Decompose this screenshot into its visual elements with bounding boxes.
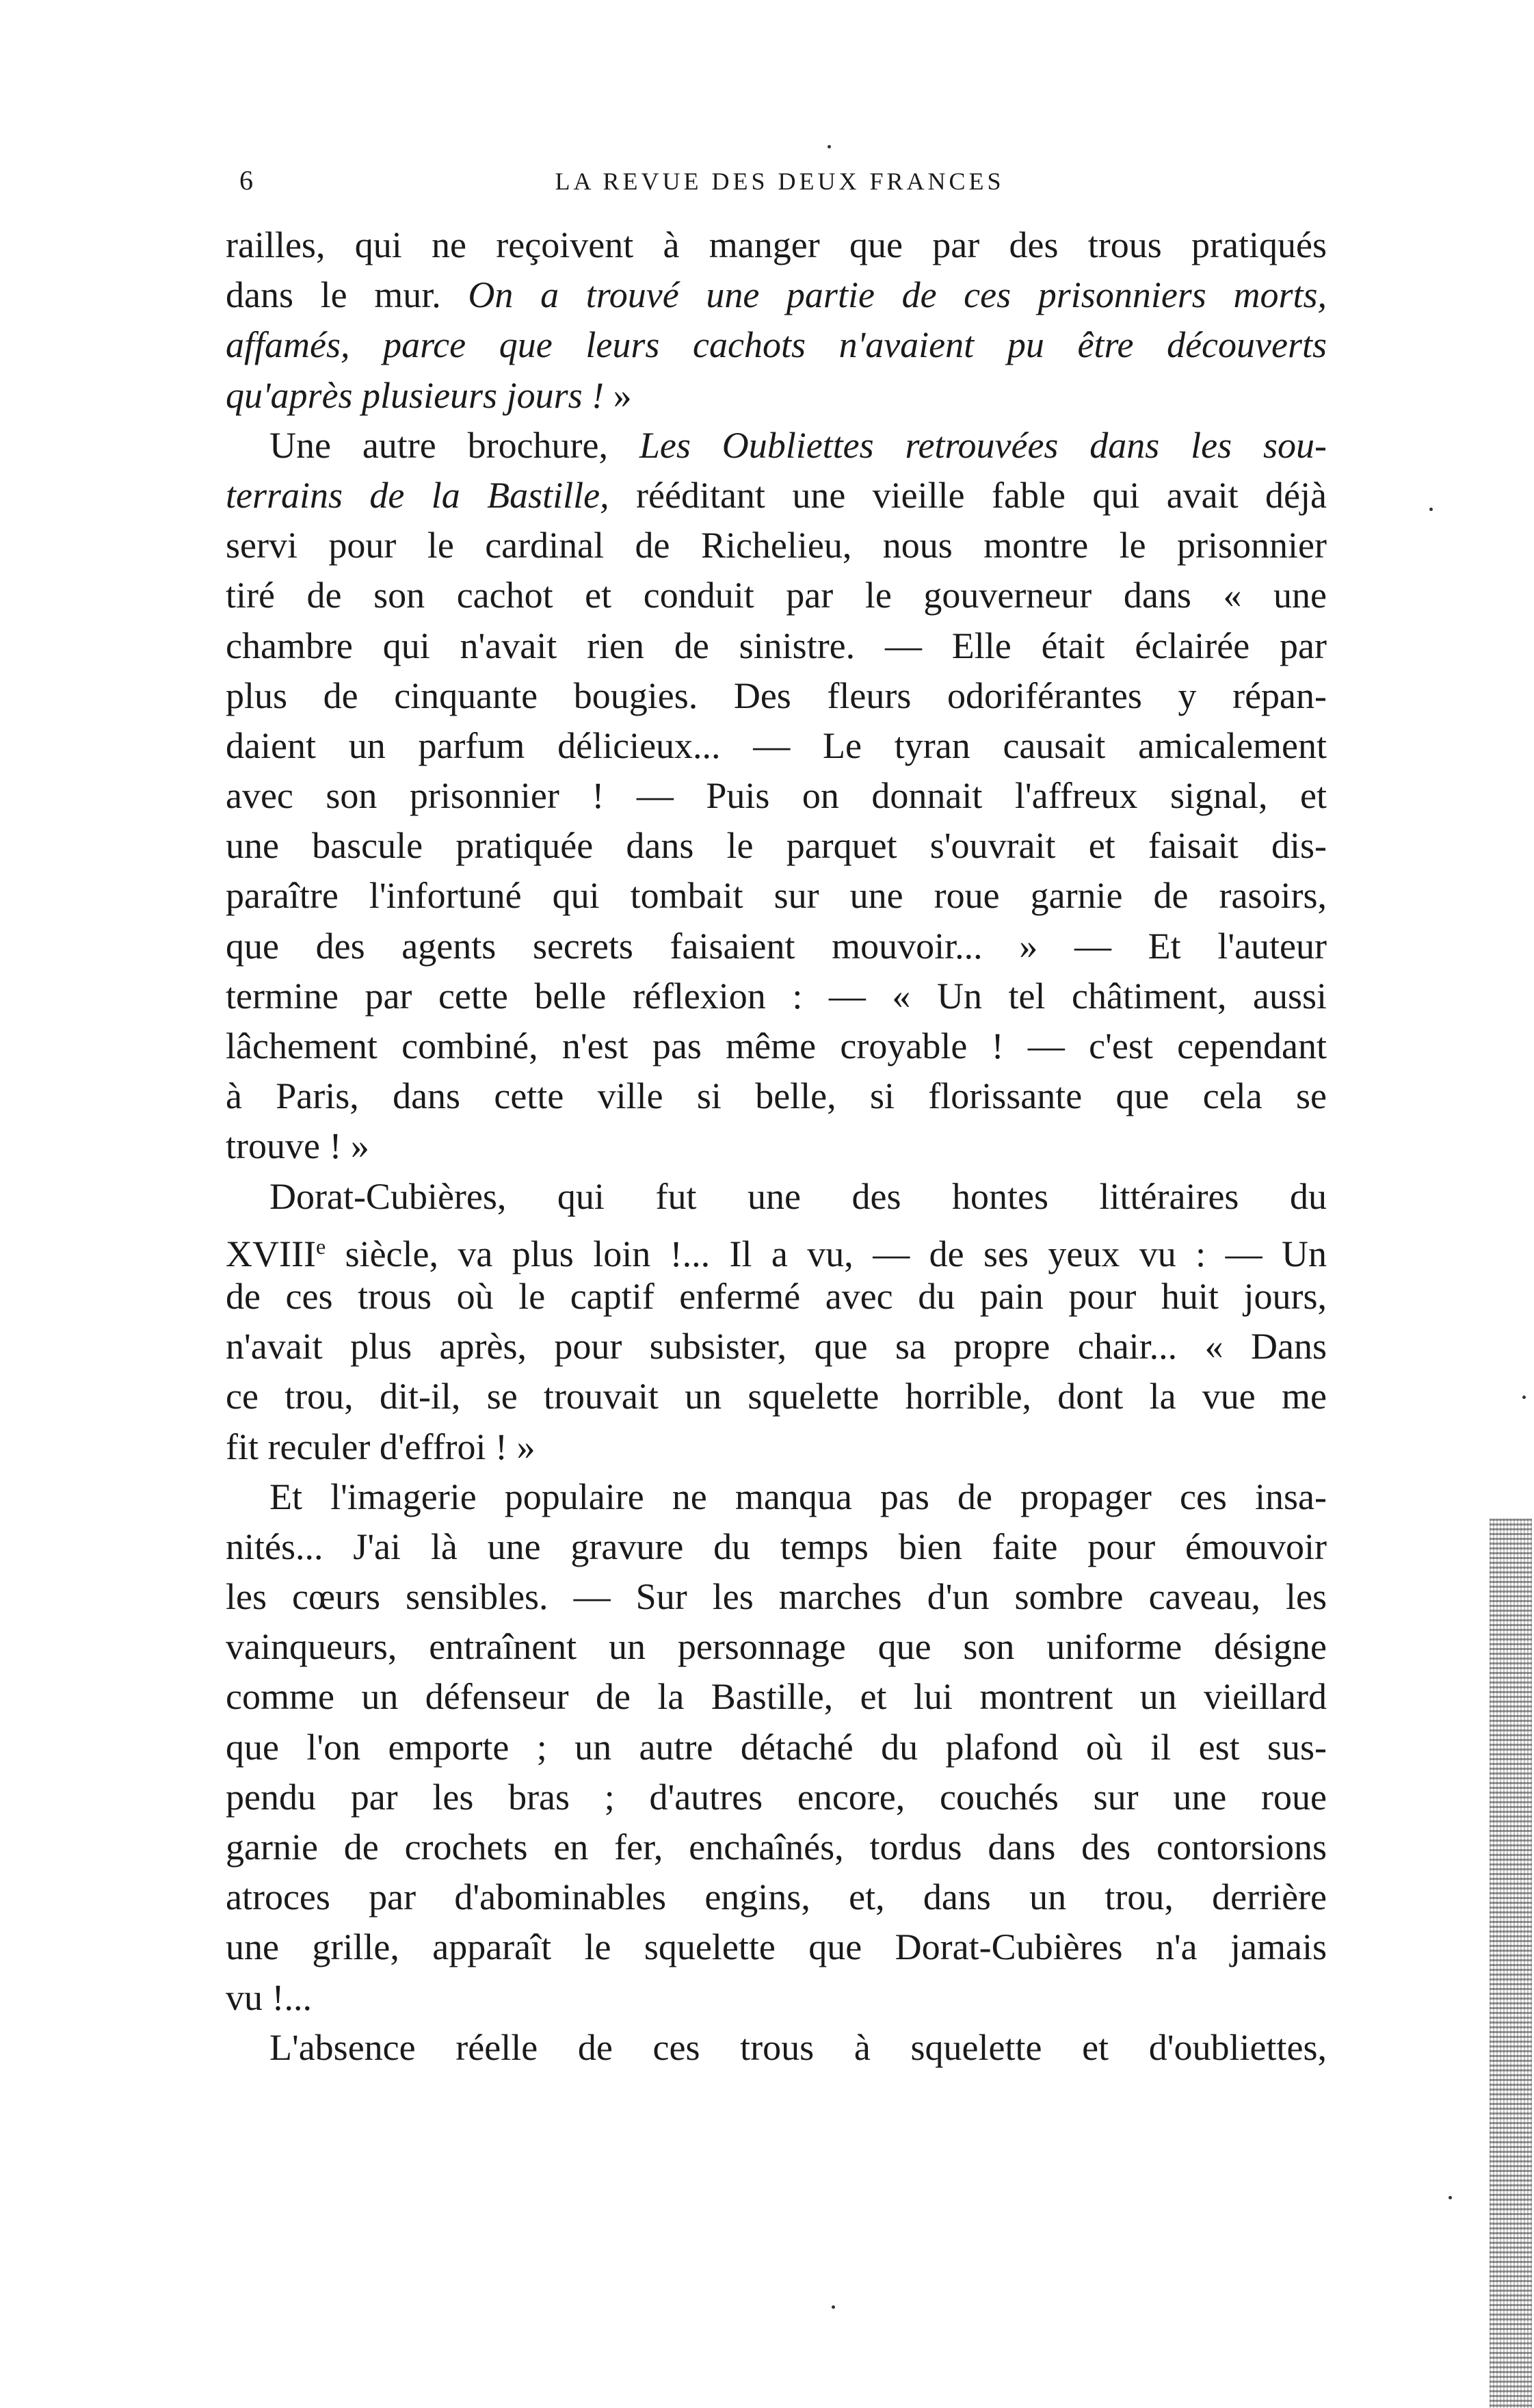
text-segment: e <box>315 1233 326 1259</box>
body-text <box>226 220 1327 2073</box>
text-line <box>226 571 1327 620</box>
scan-speck <box>828 145 831 148</box>
scan-edge-strip <box>1490 1519 1532 2408</box>
text-segment: tiré de son cachot et conduit par le gouverneur dans « une <box>226 575 1327 616</box>
text-line <box>226 1322 1327 1372</box>
text-segment: que l'on emporte ; un autre détaché du plafond où il est sus- <box>226 1726 1327 1768</box>
text-segment: rééditant une vieille fable qui avait déjà <box>609 474 1327 516</box>
text-segment: une bascule pratiquée dans le parquet s'ouvrait et faisait dis- <box>226 825 1327 867</box>
text-segment: ce trou, dit-il, se trouvait un squelette horrible, dont la vue me <box>226 1376 1327 1417</box>
text-segment: lâchement combiné, n'est pas même croyable ! — c'est cependant <box>226 1025 1327 1066</box>
text-line <box>226 1572 1327 1622</box>
text-segment: trouve ! » <box>226 1125 369 1167</box>
text-line <box>226 1172 1327 1222</box>
text-line <box>226 721 1327 771</box>
text-segment: n'avait plus après, pour subsister, que sa propre chair... « Dans <box>226 1326 1327 1367</box>
text-segment: une grille, apparaît le squelette que Dorat-Cubières n'a jamais <box>226 1926 1327 1968</box>
italic-text: terrains de la Bastille, <box>226 474 609 516</box>
text-line <box>226 1472 1327 1522</box>
scan-speck <box>832 2305 835 2309</box>
text-line <box>226 421 1327 471</box>
text-line <box>226 771 1327 821</box>
text-line <box>226 1922 1327 1972</box>
italic-text: affamés, parce que leurs cachots n'avaient pu être découverts <box>226 324 1327 366</box>
text-line <box>226 1822 1327 1872</box>
text-segment: railles, qui ne reçoivent à manger que par des trous pratiqués <box>226 224 1327 265</box>
italic-text: qu'après plusieurs jours ! <box>226 374 605 416</box>
text-segment: dans le mur. <box>226 274 468 316</box>
text-line <box>226 871 1327 921</box>
text-segment: atroces par d'abominables engins, et, dans un trou, derrière <box>226 1876 1327 1918</box>
text-line <box>226 1522 1327 1572</box>
text-segment: chambre qui n'avait rien de sinistre. — Elle était éclairée par <box>226 625 1327 666</box>
italic-text: On a trouvé une partie de ces prisonniers morts, <box>468 274 1327 316</box>
text-segment: que des agents secrets faisaient mouvoir... » — Et l'auteur <box>226 925 1327 967</box>
text-line <box>226 821 1327 871</box>
text-line <box>226 1622 1327 1672</box>
text-line <box>226 1772 1327 1822</box>
text-line <box>226 1723 1327 1772</box>
text-line <box>226 1422 1327 1472</box>
text-line <box>226 1872 1327 1922</box>
text-line <box>226 1372 1327 1422</box>
italic-text: Les Oubliettes retrouvées dans les sou- <box>639 424 1327 466</box>
text-line <box>226 1021 1327 1071</box>
text-segment: avec son prisonnier ! — Puis on donnait l'affreux signal, et <box>226 775 1327 817</box>
text-line <box>226 971 1327 1021</box>
running-head <box>226 159 1334 200</box>
text-line <box>226 921 1327 971</box>
text-segment: vu !... <box>226 1976 312 2018</box>
text-segment: Et l'imagerie populaire ne manqua pas de propager ces insa- <box>269 1476 1327 1517</box>
text-segment: comme un défenseur de la Bastille, et lui montrent un vieillard <box>226 1676 1327 1718</box>
page-number: 6 <box>239 165 254 196</box>
text-segment: à Paris, dans cette ville si belle, si florissante que cela se <box>226 1075 1327 1117</box>
text-segment: L'absence réelle de ces trous à squelette et d'oubliettes, <box>269 2026 1327 2068</box>
text-line <box>226 471 1327 521</box>
text-segment: XVIII <box>226 1233 316 1274</box>
text-segment: siècle, va plus loin !... Il a vu, — de ses yeux vu : — Un <box>326 1233 1327 1274</box>
text-segment: garnie de crochets en fer, enchaînés, tordus dans des contorsions <box>226 1827 1327 1868</box>
text-line <box>226 1222 1327 1272</box>
text-segment: plus de cinquante bougies. Des fleurs odoriférantes y répan- <box>226 675 1327 716</box>
text-segment: paraître l'infortuné qui tombait sur une roue garnie de rasoirs, <box>226 875 1327 917</box>
running-title: LA REVUE DES DEUX FRANCES <box>555 168 1005 195</box>
text-line <box>226 320 1327 370</box>
text-segment: Une autre brochure, <box>269 424 639 466</box>
text-segment: Dorat-Cubières, qui fut une des hontes littéraires du <box>269 1175 1327 1217</box>
text-segment: termine par cette belle réflexion : — « Un tel châtiment, aussi <box>226 975 1327 1017</box>
text-segment: daient un parfum délicieux... — Le tyran causait amicalement <box>226 724 1327 766</box>
text-segment: nités... J'ai là une gravure du temps bien faite pour émouvoir <box>226 1526 1327 1567</box>
scan-speck <box>1449 2196 1452 2199</box>
scan-speck <box>1429 508 1433 511</box>
text-line <box>226 220 1327 270</box>
text-segment: pendu par les bras ; d'autres encore, couchés sur une roue <box>226 1776 1327 1818</box>
text-segment: servi pour le cardinal de Richelieu, nous montre le prisonnier <box>226 525 1327 566</box>
scan-speck <box>1522 1396 1526 1399</box>
text-line <box>226 671 1327 721</box>
text-line <box>226 1672 1327 1722</box>
text-line <box>226 1973 1327 2023</box>
text-line <box>226 621 1327 671</box>
text-line <box>226 1071 1327 1121</box>
text-line <box>226 270 1327 320</box>
text-segment: de ces trous où le captif enfermé avec du pain pour huit jours, <box>226 1275 1327 1317</box>
text-line <box>226 371 1327 421</box>
text-line <box>226 2023 1327 2073</box>
text-segment: les cœurs sensibles. — Sur les marches d'un sombre caveau, les <box>226 1576 1327 1618</box>
text-segment: » <box>604 374 632 416</box>
text-line <box>226 521 1327 571</box>
text-line <box>226 1121 1327 1171</box>
text-segment: fit reculer d'effroi ! » <box>226 1426 535 1467</box>
text-segment: vainqueurs, entraînent un personnage que son uniforme désigne <box>226 1626 1327 1668</box>
text-line <box>226 1272 1327 1322</box>
